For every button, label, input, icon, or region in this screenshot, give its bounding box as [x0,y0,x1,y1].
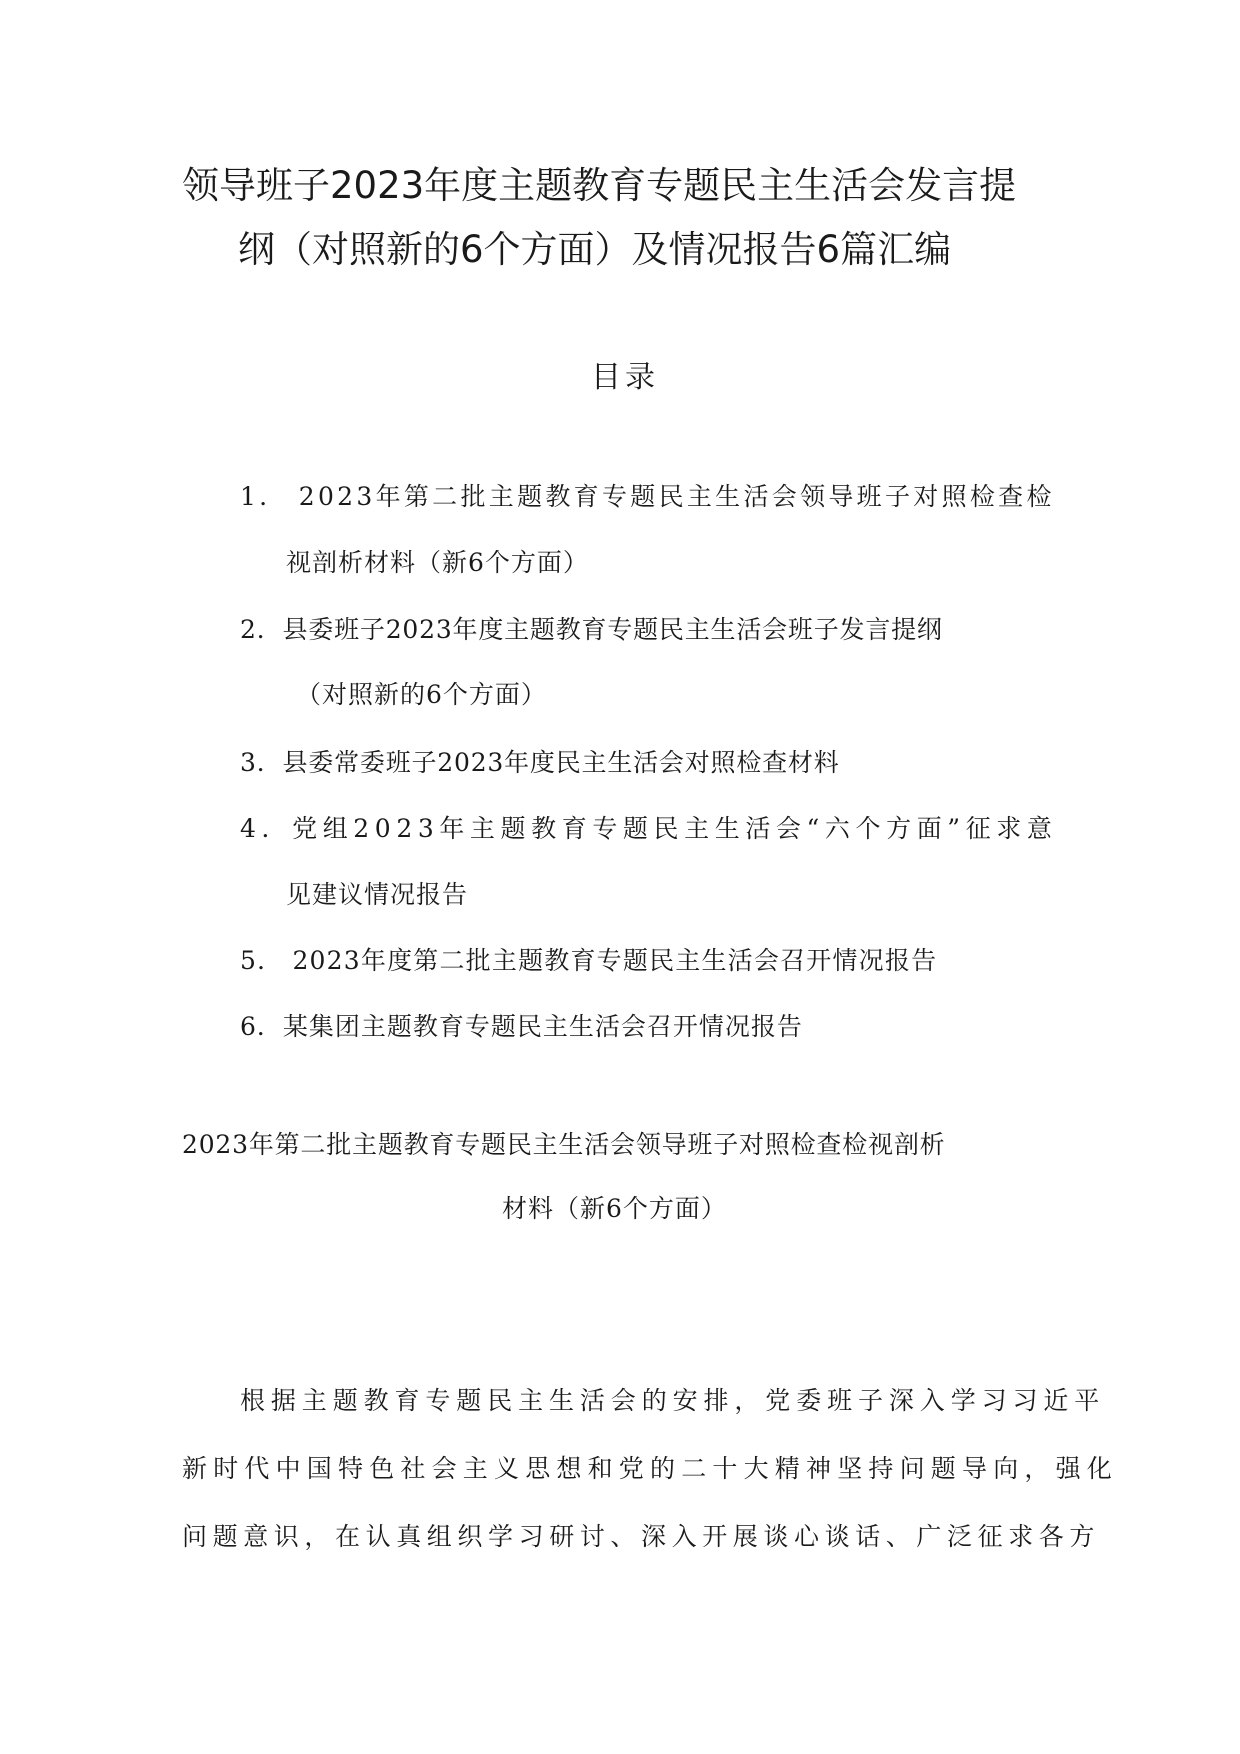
toc-item-1-line-2: 视剖析材料（新6个方面） [286,548,589,577]
section-title-line-2: 材料（新6个方面） [502,1194,727,1223]
toc-item-4-line-1: 4．党组2023年主题教育专题民主生活会“六个方面”征求意 [240,814,1058,843]
toc-item-5: 5． 2023年度第二批主题教育专题民主生活会召开情况报告 [240,946,938,975]
section-title-line-1: 2023年第二批主题教育专题民主生活会领导班子对照检查检视剖析 [182,1130,946,1159]
body-paragraph-line-3: 问题意识，在认真组织学习研讨、深入开展谈心谈话、广泛征求各方 [182,1522,1101,1551]
toc-item-3: 3．县委常委班子2023年度民主生活会对照检查材料 [240,748,840,777]
document-title-line-1: 领导班子2023年度主题教育专题民主生活会发言提 [182,164,1017,207]
body-paragraph-line-2: 新时代中国特色社会主义思想和党的二十大精神坚持问题导向，强化 [182,1454,1119,1483]
toc-heading: 目录 [591,360,659,395]
toc-item-2-line-1: 2．县委班子2023年度主题教育专题民主生活会班子发言提纲 [240,615,943,644]
body-paragraph-line-1: 根据主题教育专题民主生活会的安排，党委班子深入学习习近平 [240,1386,1106,1415]
document-title-line-2: 纲（对照新的6个方面）及情况报告6篇汇编 [238,228,952,271]
toc-item-1-line-1: 1． 2023年第二批主题教育专题民主生活会领导班子对照检查检 [240,482,1055,511]
toc-item-4-line-2: 见建议情况报告 [286,880,469,909]
toc-item-6: 6．某集团主题教育专题民主生活会召开情况报告 [240,1012,803,1041]
toc-item-2-line-2: （对照新的6个方面） [296,680,547,709]
